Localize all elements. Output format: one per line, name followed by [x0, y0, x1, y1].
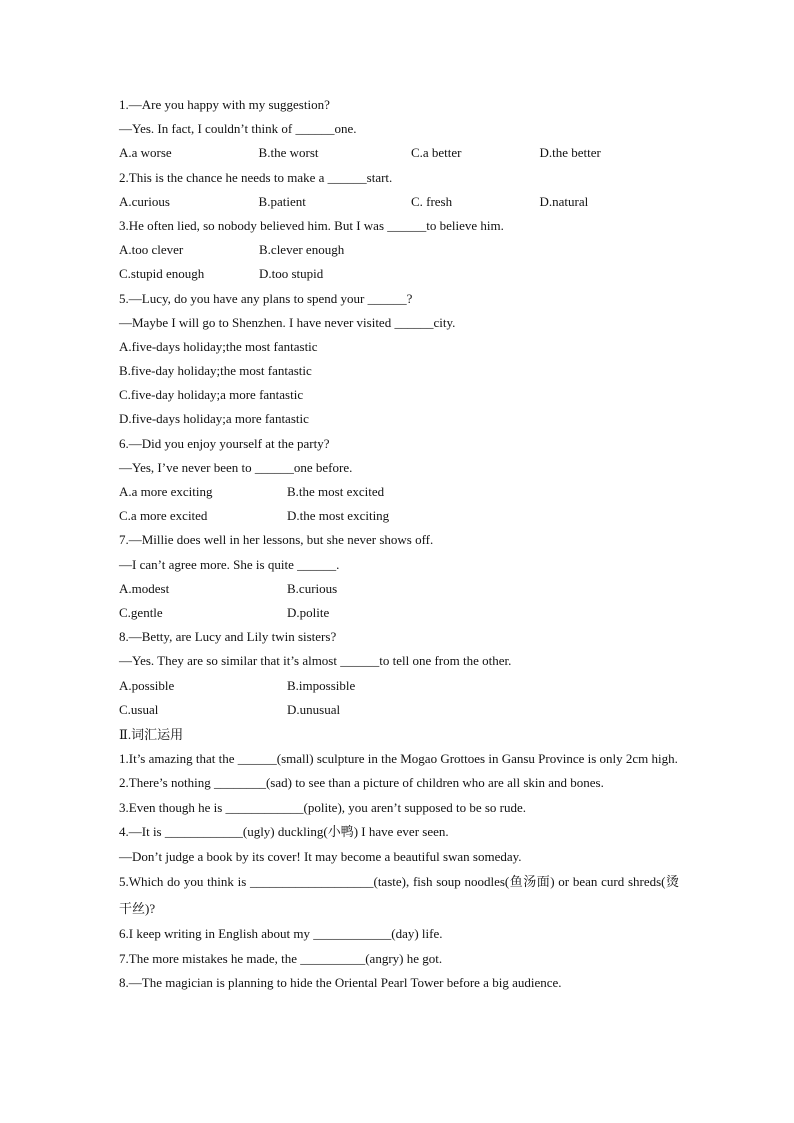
option-d: D.polite: [287, 604, 330, 620]
question-6-dialog: —Yes, I’ve never been to ______one before.: [119, 459, 353, 475]
option-a: A.too clever: [119, 242, 184, 258]
option-c: C.usual: [119, 701, 159, 717]
question-6-options-row-2: [119, 504, 679, 528]
option-c: C.gentle: [119, 604, 163, 620]
question-7-options-row-2: [119, 601, 679, 625]
vocab-item-4: 4.—It is ____________(ugly) duckling(小鸭) I have ever seen.: [119, 824, 449, 840]
question-1-dialog: —Yes. In fact, I couldn’t think of ______one.: [119, 121, 357, 137]
option-d: D.unusual: [287, 701, 341, 717]
option-a: A.a more exciting: [119, 484, 213, 499]
option-c: C.stupid enough: [119, 266, 205, 282]
question-8-options-row-1: [119, 674, 679, 698]
vocab-item-7: 7.The more mistakes he made, the __________(angry) he got.: [119, 950, 443, 966]
option-d: D.natural: [539, 193, 589, 209]
question-2-options: [119, 190, 679, 214]
option-a: A.possible: [119, 677, 175, 693]
option-b: B.curious: [287, 580, 338, 596]
question-6-stem: 6.—Did you enjoy yourself at the party?: [119, 435, 330, 451]
question-5-stem: 5.—Lucy, do you have any plans to spend your ______?: [119, 290, 413, 306]
option-b: B.patient: [258, 193, 306, 209]
question-1-stem: 1.—Are you happy with my suggestion?: [119, 97, 330, 112]
option-b: B.impossible: [287, 677, 356, 693]
question-3-stem: 3.He often lied, so nobody believed him. But I was ______to believe him.: [119, 217, 504, 233]
question-7-dialog: —I can’t agree more. She is quite ______.: [119, 556, 340, 572]
vocab-item-2: 2.There’s nothing ________(sad) to see than a picture of children who are all skin and bones.: [119, 775, 604, 791]
question-8-dialog: —Yes. They are so similar that it’s almost ______to tell one from the other.: [119, 653, 512, 669]
vocab-item-1: 1.It’s amazing that the ______(small) sculpture in the Mogao Grottoes in Gansu Province is only 2cm high.: [119, 750, 678, 766]
worksheet-content: [119, 93, 679, 996]
question-6-options-row-1: [119, 480, 679, 504]
question-7-stem: 7.—Millie does well in her lessons, but she never shows off.: [119, 532, 434, 548]
vocab-item-6: 6.I keep writing in English about my ____________(day) life.: [119, 926, 443, 942]
option-d: D.five-days holiday;a more fantastic: [119, 411, 309, 427]
option-d: D.the better: [539, 145, 601, 161]
option-a: A.modest: [119, 580, 170, 596]
option-c: C.five-day holiday;a more fantastic: [119, 387, 304, 403]
option-c: C.a more excited: [119, 508, 208, 524]
vocab-item-5: 5.Which do you think is ___________________(taste), fish soup noodles(鱼汤面) or bean curd shreds(烫干丝)?: [119, 874, 679, 916]
option-a: A.curious: [119, 193, 170, 209]
option-c: C.a better: [410, 145, 462, 161]
vocab-item-8: 8.—The magician is planning to hide the Oriental Pearl Tower before a big audience.: [119, 975, 562, 991]
question-3-options-row-2: [119, 262, 679, 286]
option-a: A.five-days holiday;the most fantastic: [119, 338, 318, 354]
vocab-item-4-reply: —Don’t judge a book by its cover! It may become a beautiful swan someday.: [119, 848, 522, 864]
option-b: B.five-day holiday;the most fantastic: [119, 363, 312, 379]
question-8-options-row-2: [119, 698, 679, 722]
option-b: B.the most excited: [287, 484, 385, 499]
question-8-stem: 8.—Betty, are Lucy and Lily twin sisters?: [119, 629, 337, 645]
question-3-options-row-1: [119, 238, 679, 262]
section-heading: Ⅱ.词汇运用: [119, 726, 184, 742]
option-c: C. fresh: [410, 193, 453, 209]
option-b: B.the worst: [258, 145, 319, 161]
question-7-options-row-1: [119, 577, 679, 601]
vocab-item-3: 3.Even though he is ____________(polite), you aren’t supposed to be so rude.: [119, 799, 527, 815]
option-d: D.too stupid: [259, 266, 324, 282]
option-b: B.clever enough: [259, 242, 345, 258]
question-5-dialog: —Maybe I will go to Shenzhen. I have never visited ______city.: [119, 314, 456, 330]
option-a: A.a worse: [119, 145, 172, 161]
question-1-options: [119, 141, 679, 165]
option-d: D.the most exciting: [287, 508, 390, 524]
question-2-stem: 2.This is the chance he needs to make a ______start.: [119, 169, 393, 185]
